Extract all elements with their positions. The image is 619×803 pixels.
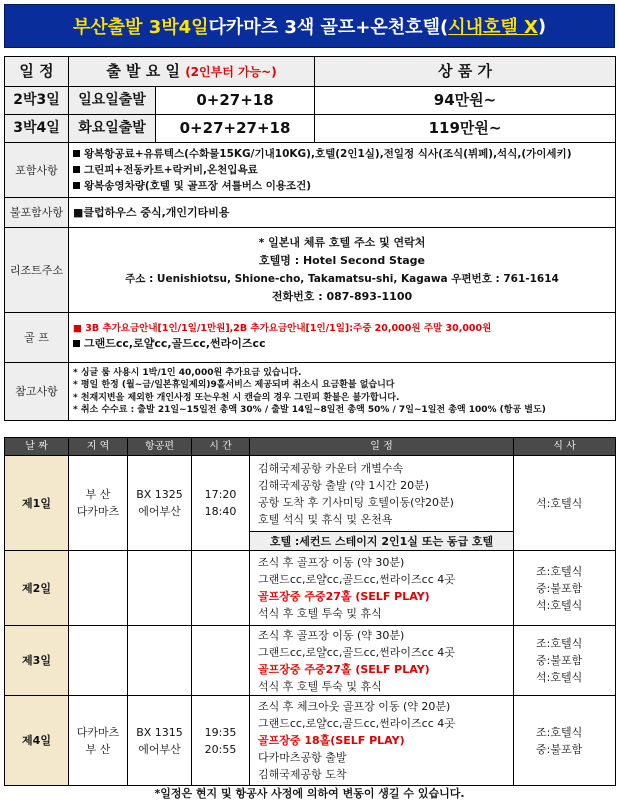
schedule-header-flight: 항공편	[128, 438, 192, 456]
day-time: 17:20 18:40	[192, 456, 250, 551]
day-meals: 조:호텔식 중:불포함 석:호텔식	[514, 551, 616, 626]
resort-address: 주소 : Uenishiotsu, Shione-cho, Takamatsu-shi, Kagawa 우편번호 : 761-1614	[125, 273, 559, 285]
list-item: 왕복항공료+유류텍스(수화물15KG/기내10KG),호텔(2인1실),전일정 식사(조식(뷔페),석식,(가이세키)	[73, 146, 611, 162]
day-label: 제2일	[5, 551, 69, 626]
price-row-weekday: 일요일출발	[69, 87, 156, 115]
title-product: 다카마츠 3색 골프+온천호텔(	[208, 17, 449, 38]
price-row-weekday: 화요일출발	[69, 115, 156, 143]
day-label: 제1일	[5, 456, 69, 551]
price-row-price: 119만원~	[315, 115, 616, 143]
title-hotel-note: 시내호텔 X	[448, 17, 538, 38]
list-item: * 천재지변을 제외한 개인사정 또는우천 시 캔슬의 경우 그린피 환불은 불가합니다.	[73, 392, 400, 403]
header-period: 일 정	[5, 57, 69, 87]
golf-extra-fee-note: ■ 3B 추가요금안내[1인/1일/1만원],2B 추가요금안내[1인/1일]:주중 20,000원 주말 30,000원	[73, 322, 492, 334]
day-meals: 조:호텔식 중:불포함 석:호텔식	[514, 626, 616, 696]
resort-details	[69, 228, 616, 313]
resort-line: * 일본내 체류 호텔 주소 및 연락처	[258, 236, 426, 249]
price-row-period: 3박4일	[5, 115, 69, 143]
price-row-rounds: 0+27+18	[156, 87, 315, 115]
title-close: )	[537, 15, 547, 37]
header-days-note: (2인부터 가능~)	[185, 64, 277, 79]
list-item: * 평일 한정 (월~금/일본휴일제외)9홀서비스 제공되며 취소시 요금환불 없습니다	[73, 380, 395, 390]
price-row-period: 2박3일	[5, 87, 69, 115]
golf-label: 골 프	[5, 313, 69, 363]
resort-label: 리조트주소	[5, 228, 69, 313]
schedule-header-meal: 식 사	[514, 438, 616, 456]
day-label: 제3일	[5, 626, 69, 696]
day-itinerary: 조식 후 골프장 이동 (약 30분) 그랜드cc,로얄cc,골드cc,썬라이즈cc 4곳 골프장중 주중27홀 (SELF PLAY) 석식 후 호텔 투숙 및 휴식	[250, 626, 514, 696]
footer-disclaimer: *일정은 현지 및 항공사 사정에 의하여 변동이 생길 수 있습니다.	[154, 787, 465, 800]
price-row-price: 94만원~	[315, 87, 616, 115]
schedule-header-itinerary: 일 정	[250, 438, 514, 456]
list-item: 그린피+전동카트+락커비,온천입욕료	[73, 162, 611, 178]
golf-courses: 그랜드cc,로얄cc,골드cc,썬라이즈cc	[73, 335, 611, 352]
day-meals: 조:호텔식 중:불포함	[514, 696, 616, 786]
notes-label: 참고사항	[5, 363, 69, 421]
title-duration: 3박4일	[148, 17, 209, 38]
day-itinerary: 김해국제공항 카운터 개별수속 김해국제공항 출발 (약 1시간 20분) 공항 도착 후 기사미팅 호텔이동(약20분) 호텔 석식 및 휴식 및 온천욕	[250, 456, 514, 532]
schedule-table	[4, 437, 616, 786]
page-title	[4, 4, 615, 48]
product-info-table	[4, 56, 616, 421]
schedule-header-region: 지 역	[69, 438, 128, 456]
day-hotel: 호텔 :세컨드 스테이지 2인1실 또는 동급 호텔	[250, 532, 514, 551]
golf-details	[69, 313, 616, 363]
schedule-header-date: 날 짜	[5, 438, 69, 456]
day-itinerary: 조식 후 골프장 이동 (약 30분) 그랜드cc,로얄cc,골드cc,썬라이즈cc 4곳 골프장중 주중27홀 (SELF PLAY) 석식 후 호텔 투숙 및 휴식	[250, 551, 514, 626]
day-flight: BX 1325 에어부산	[128, 456, 192, 551]
title-departure: 부산출발	[72, 17, 143, 38]
includes-label: 포함사항	[5, 143, 69, 198]
day-label: 제4일	[5, 696, 69, 786]
list-item: * 싱글 룸 사용시 1박/1인 40,000원 추가요금 있습니다.	[73, 367, 302, 378]
day-itinerary: 조식 후 체크아웃 골프장 이동 (약 20분) 그랜드cc,로얄cc,골드cc,썬라이즈cc 4곳 골프장중 18홀(SELF PLAY) 다카마츠공항 출발 김해국제공항 도착	[250, 696, 514, 786]
resort-phone: 전화번호 : 087-893-1100	[271, 290, 413, 303]
day-meals: 석:호텔식	[514, 456, 616, 551]
day-region: 부 산 다카마츠	[69, 456, 128, 551]
excludes-label: 불포함사항	[5, 198, 69, 228]
list-item: * 취소 수수료 : 출발 21일~15일전 총액 30% / 출발 14일~8일전 총액 50% / 7일~1일전 총액 100% (항공 별도)	[73, 405, 546, 415]
header-price: 상 품 가	[315, 57, 616, 87]
resort-hotel-name: 호텔명 : Hotel Second Stage	[259, 254, 425, 267]
header-departure-days: 출 발 요 일 (2인부터 가능~)	[69, 57, 315, 87]
day-flight: BX 1315 에어부산	[128, 696, 192, 786]
price-row-rounds: 0+27+27+18	[156, 115, 315, 143]
excludes-text: ■클럽하우스 중식,개인기타비용	[69, 198, 616, 228]
list-item: 왕복송영차량(호텔 및 골프장 셔틀버스 이용조건)	[73, 178, 611, 194]
schedule-header-time: 시 간	[192, 438, 250, 456]
includes-list	[69, 143, 616, 198]
day-region: 다카마츠 부 산	[69, 696, 128, 786]
notes-list	[69, 363, 616, 421]
day-time: 19:35 20:55	[192, 696, 250, 786]
